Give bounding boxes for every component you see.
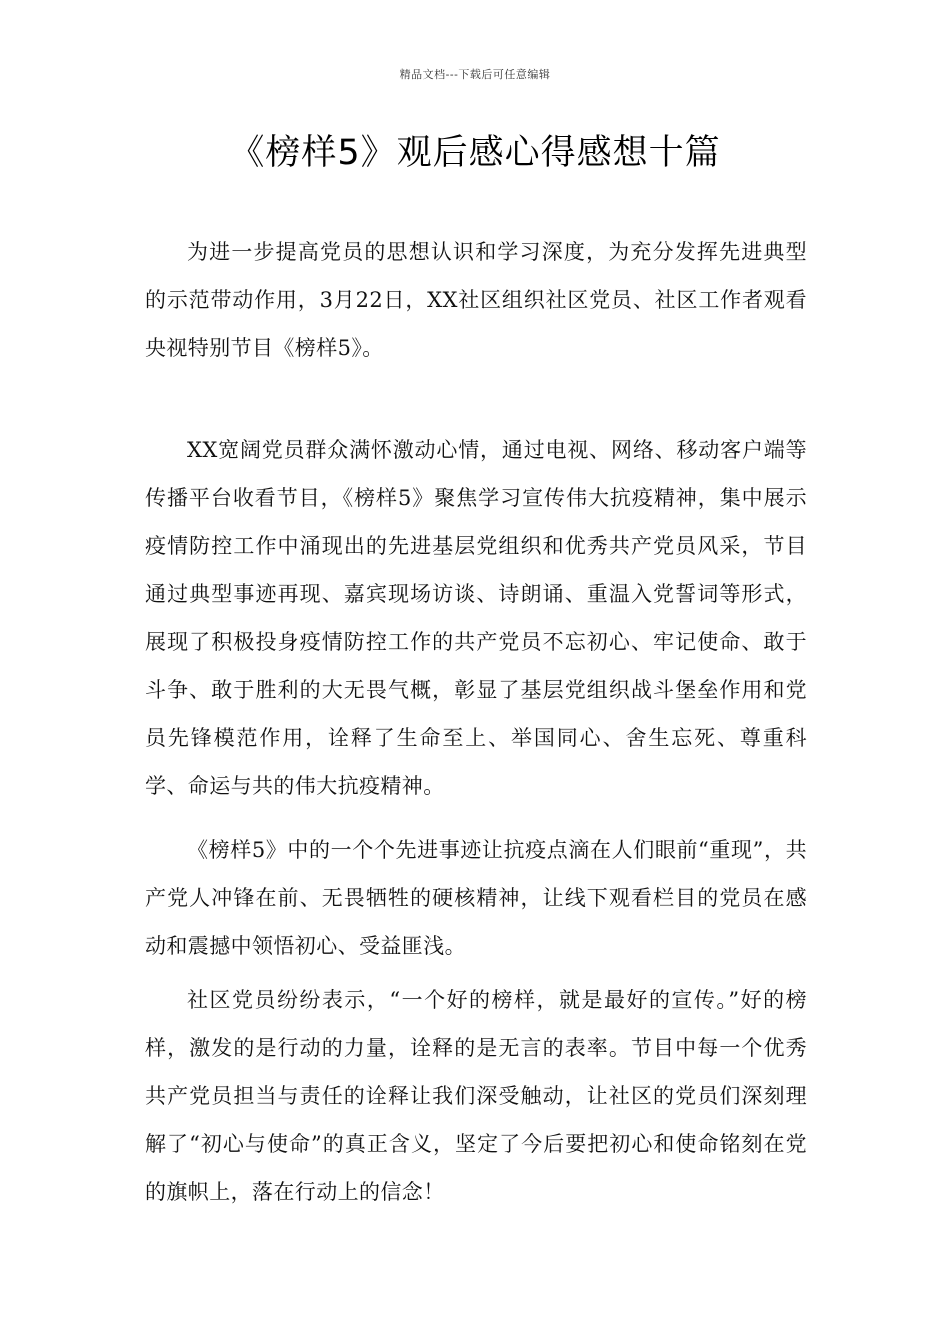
- paragraph-intro: 为进一步提高党员的思想认识和学习深度，为充分发挥先进典型的示范带动作用，3月22日，XX社区组织社区党员、社区工作者观看央视特别节目《榜样5》。: [145, 240, 807, 360]
- paragraph-program-summary: XX宽阔党员群众满怀激动心情，通过电视、网络、移动客户端等传播平台收看节目，《榜样5》聚焦学习宣传伟大抗疫精神，集中展示疫情防控工作中涌现出的先进基层党组织和优秀共产党员风采，节目通过典型事迹再现、嘉宾现场访谈、诗朗诵、重温入党誓词等形式，展现了积极投身疫情防控工作的共产党员不忘初心、牢记使命、敢于斗争、敢于胜利的大无畏气概，彰显了基层党组织战斗堡垒作用和党员先锋模范作用，诠释了生命至上、举国同心、舍生忘死、尊重科学、命运与共的伟大抗疫精神。: [145, 438, 807, 798]
- paragraph-deeds: 《榜样5》中的一个个先进事迹让抗疫点滴在人们眼前“重现”，共产党人冲锋在前、无畏牺牲的硬核精神，让线下观看栏目的党员在感动和震撼中领悟初心、受益匪浅。: [145, 838, 807, 958]
- header-note: 精品文档---下载后可任意编辑: [399, 68, 551, 81]
- page-title: 《榜样5》观后感心得感想十篇: [229, 133, 721, 173]
- paragraph-reflection: 社区党员纷纷表示，“一个好的榜样，就是最好的宣传。”好的榜样，激发的是行动的力量，诠释的是无言的表率。节目中每一个优秀共产党员担当与责任的诠释让我们深受触动，让社区的党员们深刻理解了“初心与使命”的真正含义，坚定了今后要把初心和使命铭刻在党的旗帜上，落在行动上的信念！: [145, 988, 807, 1204]
